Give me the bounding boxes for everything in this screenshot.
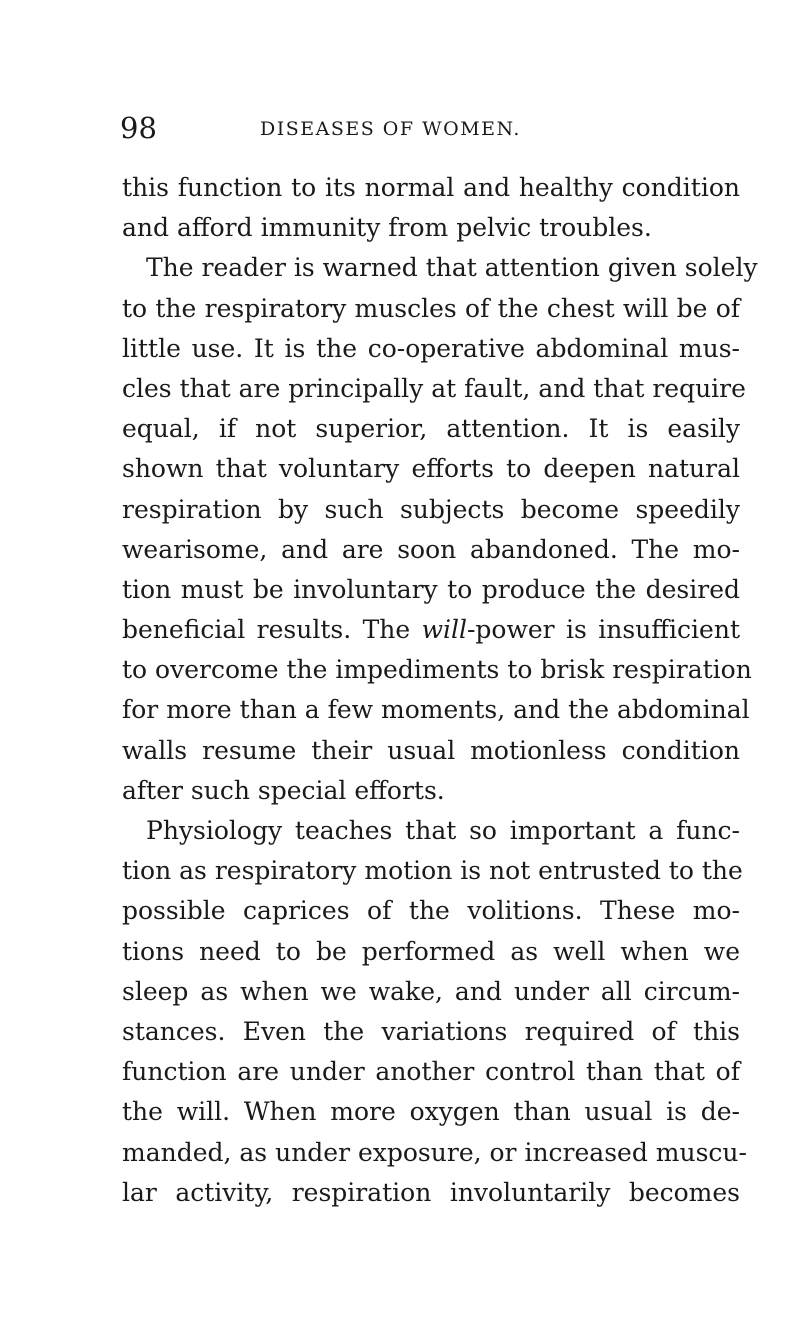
text-line: for more than a few moments, and the abdominal [122, 695, 750, 725]
text-line: the will. When more oxygen than usual is de- [122, 1097, 740, 1127]
page-number: 98 [120, 111, 157, 145]
text-line: respiration by such subjects become speedily [122, 494, 740, 524]
text-line: lar activity, respiration involuntarily becomes [122, 1177, 740, 1207]
text-line: Physiology teaches that so important a func- [146, 816, 740, 845]
running-head [120, 110, 740, 146]
text-line: after such special efforts. [122, 775, 445, 805]
text-line: and afford immunity from pelvic troubles. [122, 213, 652, 243]
text-line: tion must be involuntary to produce the desired [122, 574, 740, 604]
text-line: manded, as under exposure, or increased muscu- [122, 1137, 747, 1167]
running-title: DISEASES OF WOMEN. [260, 118, 521, 140]
text-line: little use. It is the co-operative abdominal mus- [122, 333, 740, 363]
text-line: to overcome the impediments to brisk respiration [122, 655, 752, 685]
text-line: equal, if not superior, attention. It is easily [122, 414, 740, 444]
text-line: sleep as when we wake, and under all circum- [122, 976, 740, 1006]
body-text [122, 168, 758, 1213]
text-line: stances. Even the variations required of this [122, 1016, 740, 1046]
text-line: to the respiratory muscles of the chest will be of [122, 293, 740, 323]
text-line: function are under another control than that of [122, 1057, 740, 1087]
italic-word: will [421, 615, 467, 645]
text-line: wearisome, and are soon abandoned. The mo- [122, 534, 740, 564]
text-line: walls resume their usual motionless condition [122, 735, 740, 765]
text-line: The reader is warned that attention given solely [146, 253, 758, 283]
text-line: this function to its normal and healthy condition [122, 173, 740, 202]
text-line: tions need to be performed as well when we [122, 936, 740, 966]
line-segment: beneficial results. The [122, 615, 422, 645]
text-line: cles that are principally at fault, and that require [122, 373, 746, 403]
text-line: tion as respiratory motion is not entrusted to the [122, 856, 743, 886]
text-line [122, 610, 740, 650]
line-segment: -power is insufficient [466, 615, 740, 645]
text-line: shown that voluntary efforts to deepen natural [122, 454, 740, 484]
text-line: possible caprices of the volitions. These mo- [122, 896, 740, 926]
